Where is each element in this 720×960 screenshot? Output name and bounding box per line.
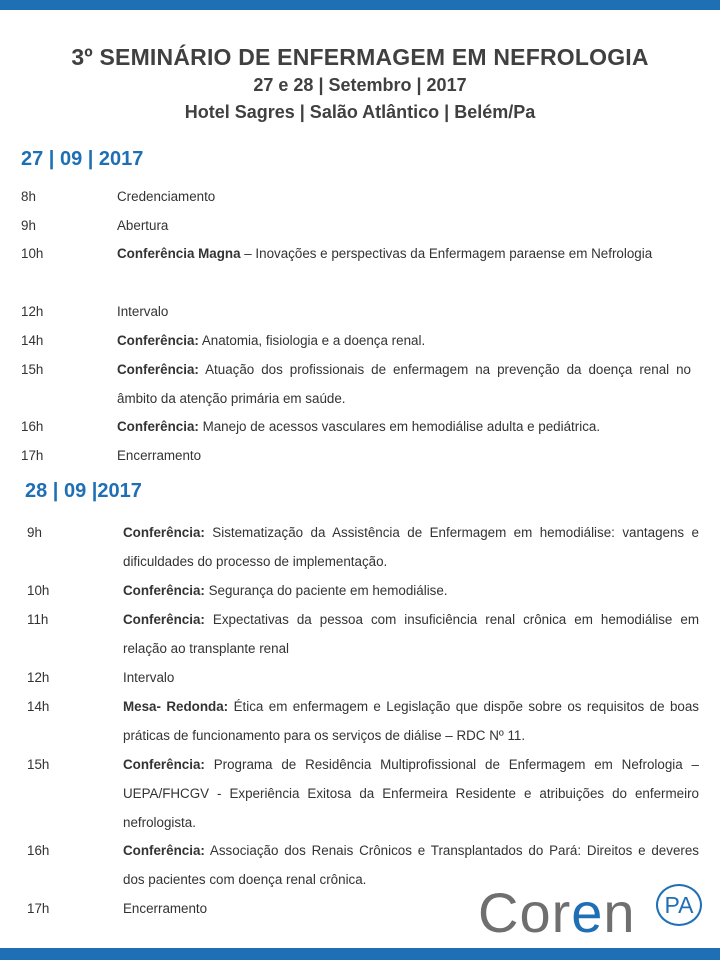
session-text: Associação dos Renais Crônicos e Transplantados do Pará: Direitos e deveres dos pacientes com doença renal crônica. [123, 843, 699, 887]
schedule-description [123, 750, 699, 837]
session-text: Encerramento [117, 448, 202, 463]
session-text: Expectativas da pessoa com insuficiência renal crônica em hemodiálise em relação ao transplante renal [123, 612, 699, 656]
schedule-time: 17h [27, 901, 50, 916]
schedule-time: 12h [27, 670, 50, 685]
schedule-time: 17h [21, 448, 44, 463]
session-type-label: Conferência: [123, 525, 205, 540]
session-text: Atuação dos profissionais de enfermagem na prevenção da doença renal no âmbito da atenção primária em saúde. [117, 362, 691, 406]
top-accent-bar [0, 0, 720, 10]
session-text: Intervalo [117, 304, 169, 319]
coren-logo-wordmark: Coren [478, 881, 636, 944]
schedule-description [123, 692, 699, 750]
session-text: Intervalo [123, 670, 175, 685]
pa-badge: PA [656, 884, 702, 926]
schedule-time: 14h [21, 333, 44, 348]
session-type-label: Conferência Magna [117, 246, 241, 261]
bottom-accent-bar [0, 948, 720, 960]
schedule-description [123, 518, 699, 576]
schedule-description [123, 576, 699, 605]
session-type-label: Conferência: [117, 419, 199, 434]
schedule-description [117, 182, 691, 211]
session-type-label: Conferência: [117, 333, 199, 348]
schedule-time: 10h [21, 246, 44, 261]
schedule-description [117, 355, 691, 413]
session-type-label: Conferência: [123, 612, 205, 627]
event-title: 3º SEMINÁRIO DE ENFERMAGEM EM NEFROLOGIA [71, 44, 649, 70]
session-text: Programa de Residência Multiprofissional de Enfermagem em Nefrologia – UEPA/FHCGV - Experiência Exitosa da Enfermeira Residente e atribuições do enfermeiro nefrologista. [123, 757, 699, 830]
schedule-description [117, 211, 691, 240]
session-text: Ética em enfermagem e Legislação que dispõe sobre os requisitos de boas práticas de funcionamento para os serviços de diálise – RDC Nº 11. [123, 699, 700, 743]
session-type-label: Conferência: [123, 583, 205, 598]
session-text: Sistematização da Assistência de Enfermagem em hemodiálise: vantagens e dificuldades do processo de implementação. [123, 525, 699, 569]
session-text: Manejo de acessos vasculares em hemodiálise adulta e pediátrica. [198, 419, 601, 434]
schedule-time: 11h [27, 612, 49, 627]
schedule-description [123, 663, 699, 692]
session-text: Credenciamento [117, 189, 216, 204]
schedule-description [117, 297, 691, 326]
schedule-time: 14h [27, 699, 50, 714]
session-type-label: Mesa- Redonda: [123, 699, 229, 714]
session-type-label: Conferência: [123, 757, 205, 772]
event-header [0, 42, 720, 126]
session-text: Abertura [117, 218, 169, 233]
session-type-label: Conferência: [123, 843, 205, 858]
session-text: Anatomia, fisiologia e a doença renal. [198, 333, 426, 348]
schedule-time: 15h [27, 757, 50, 772]
coren-pa-logo [478, 878, 708, 948]
schedule-description [123, 605, 699, 663]
day-1-heading: 27 | 09 | 2017 [21, 148, 144, 170]
event-dates: 27 e 28 | Setembro | 2017 [253, 75, 467, 95]
day-2-heading: 28 | 09 |2017 [25, 480, 142, 502]
schedule-time: 12h [21, 304, 44, 319]
schedule-time: 16h [27, 843, 50, 858]
schedule-description [117, 441, 691, 470]
session-type-label: Conferência: [117, 362, 199, 377]
schedule-description [117, 326, 691, 355]
schedule-description [117, 412, 691, 441]
schedule-time: 10h [27, 583, 50, 598]
event-venue: Hotel Sagres | Salão Atlântico | Belém/Pa [184, 102, 536, 122]
session-text: Segurança do paciente em hemodiálise. [204, 583, 448, 598]
schedule-time: 16h [21, 419, 44, 434]
schedule-time: 15h [21, 362, 44, 377]
session-text: – Inovações e perspectivas da Enfermagem paraense em Nefrologia [240, 246, 653, 261]
schedule-description [117, 239, 691, 268]
schedule-time: 9h [21, 218, 36, 233]
schedule-time: 8h [21, 189, 36, 204]
session-text: Encerramento [123, 901, 208, 916]
schedule-time: 9h [27, 525, 42, 540]
